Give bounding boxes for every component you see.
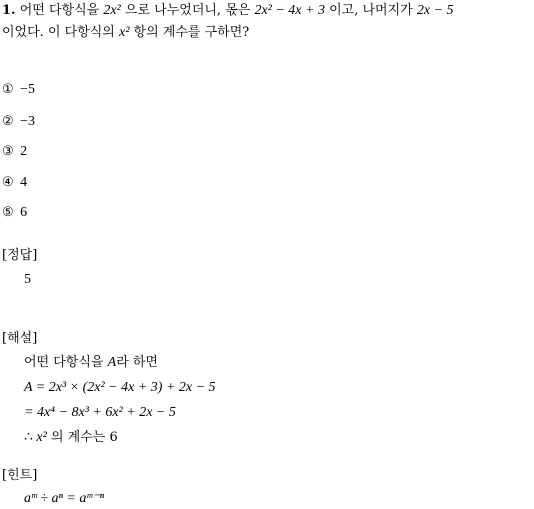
choice-marker: ④ <box>2 175 14 190</box>
choice-value: 4 <box>20 175 28 190</box>
choice-marker: ① <box>2 82 14 97</box>
explanation-line-1 <box>24 354 158 372</box>
question-text-1b: 으로 나누었더니, 몫은 <box>120 3 255 18</box>
answer-value: 5 <box>24 272 31 287</box>
question-text-1a: 어떤 다항식을 <box>19 3 104 18</box>
therefore-symbol: ∴ <box>24 430 37 445</box>
divisor-expression: 2x² <box>103 3 121 18</box>
explanation-label: [해설] <box>2 331 38 346</box>
choice-value: 2 <box>20 144 28 159</box>
choice-marker: ③ <box>2 144 14 159</box>
choice-3[interactable] <box>2 143 27 161</box>
question-line-2 <box>2 24 249 42</box>
explanation-text-1a: 어떤 다항식을 <box>24 355 108 370</box>
explanation-line-3: = 4x⁴ − 8x³ + 6x² + 2x − 5 <box>24 405 176 420</box>
question-line-1 <box>2 2 454 20</box>
answer-label: [정답] <box>2 248 38 263</box>
choice-marker: ⑤ <box>2 205 14 220</box>
choice-1[interactable] <box>2 81 35 99</box>
term-expression: x² <box>119 25 130 40</box>
hint-label: [힌트] <box>2 468 38 483</box>
explanation-line-4 <box>24 429 118 447</box>
choice-5[interactable] <box>2 204 27 222</box>
question-text-1c: 이고, 나머지가 <box>324 3 417 18</box>
term-expression: x² <box>36 430 47 445</box>
explanation-line-2: A = 2x³ × (2x² − 4x + 3) + 2x − 5 <box>24 380 216 395</box>
question-text-2b: 항의 계수를 구하면? <box>129 25 250 40</box>
choice-value: −3 <box>20 114 36 129</box>
hint-formula: aᵐ ÷ aⁿ = aᵐ⁻ⁿ <box>24 491 105 506</box>
explanation-text-1b: 라 하면 <box>116 355 158 370</box>
choice-4[interactable] <box>2 174 27 192</box>
question-number: 1. <box>2 3 16 18</box>
choice-2[interactable] <box>2 113 35 131</box>
quotient-expression: 2x² − 4x + 3 <box>254 3 325 18</box>
question-text-2a: 이었다. 이 다항식의 <box>2 25 119 40</box>
variable-a: A <box>107 355 117 370</box>
remainder-expression: 2x − 5 <box>416 3 454 18</box>
choice-value: −5 <box>20 82 36 97</box>
choice-value: 6 <box>20 205 28 220</box>
explanation-text-4: 의 계수는 6 <box>46 430 118 445</box>
choice-marker: ② <box>2 114 14 129</box>
